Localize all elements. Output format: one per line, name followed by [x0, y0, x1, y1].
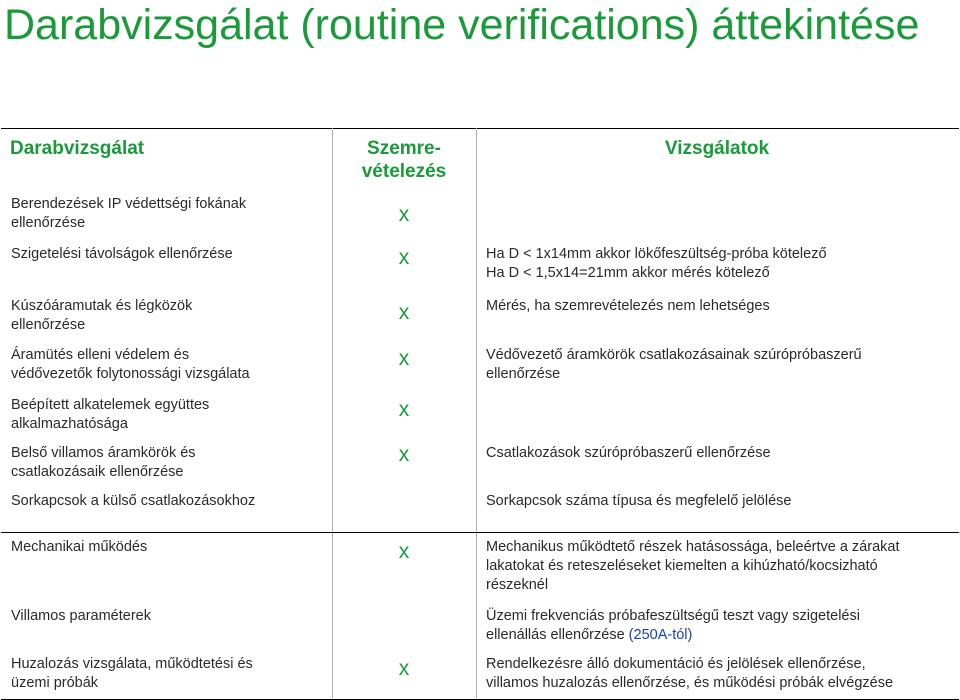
- row-item: Szigetelési távolságok ellenőrzése: [11, 246, 233, 262]
- row-note: Védővezető áramkörök csatlakozásainak szúrópróbaszerű ellenőrzése: [486, 347, 862, 382]
- row-mark: x: [398, 443, 410, 466]
- row-note: Mechanikus működtető részek hatásossága, beleértve a zárakat lakatokat és reteszeléseket kiemelten a kihúzható/kocsizható részeknél: [486, 539, 900, 593]
- row-item: Villamos paraméterek: [11, 608, 151, 624]
- row-note: Csatlakozások szúrópróbaszerű ellenőrzése: [486, 445, 771, 461]
- row-mark: x: [398, 657, 410, 680]
- row-note: Rendelkezésre álló dokumentáció és jelölések ellenőrzése, villamos huzalozás ellenőrzése, és működési próbák elvégzése: [486, 656, 894, 691]
- header-darabvizsgalat: Darabvizsgálat: [10, 138, 145, 159]
- row-note: Mérés, ha szemrevételezés nem lehetséges: [486, 298, 770, 314]
- row-item: Sorkapcsok a külső csatlakozásokhoz: [11, 493, 256, 509]
- row-note: Sorkapcsok száma típusa és megfelelő jelölése: [486, 493, 792, 509]
- row-item: Berendezések IP védettségi fokának ellenőrzése: [11, 196, 247, 231]
- row-note: Ha D < 1x14mm akkor lökőfeszültség-próba kötelező Ha D < 1,5x14=21mm akkor mérés kötelező: [486, 246, 827, 281]
- row-item: Mechanikai működés: [11, 539, 148, 555]
- row-mark: x: [398, 540, 410, 563]
- row-note: Üzemi frekvenciás próbafeszültségű teszt vagy szigetelési ellenállás ellenőrzése (250A-tól): [486, 608, 860, 643]
- page-title: Darabvizsgálat (routine verifications) áttekintése: [4, 1, 920, 49]
- current-threshold: (250A-tól): [628, 627, 693, 643]
- row-item: Huzalozás vizsgálata, működtetési és üzemi próbák: [11, 656, 253, 691]
- row-item: Kúszóáramutak és légközök ellenőrzése: [11, 298, 193, 333]
- row-item: Áramütés elleni védelem és védővezetők folytonossági vizsgálata: [11, 347, 250, 382]
- row-mark: x: [398, 246, 410, 269]
- row-mark: x: [398, 398, 410, 421]
- section-divider: [1, 532, 959, 533]
- row-mark: x: [398, 203, 410, 226]
- column-divider: [476, 128, 477, 698]
- row-mark: x: [398, 301, 410, 324]
- row-item: Beépített alkatelemek együttes alkalmazhatósága: [11, 397, 210, 432]
- header-szemrevetelezes: Szemre- vételezés: [361, 138, 447, 182]
- row-mark: x: [398, 347, 410, 370]
- row-item: Belső villamos áramkörök és csatlakozásaik ellenőrzése: [11, 445, 196, 480]
- column-divider: [332, 128, 333, 698]
- header-vizsgalatok: Vizsgálatok: [664, 138, 770, 159]
